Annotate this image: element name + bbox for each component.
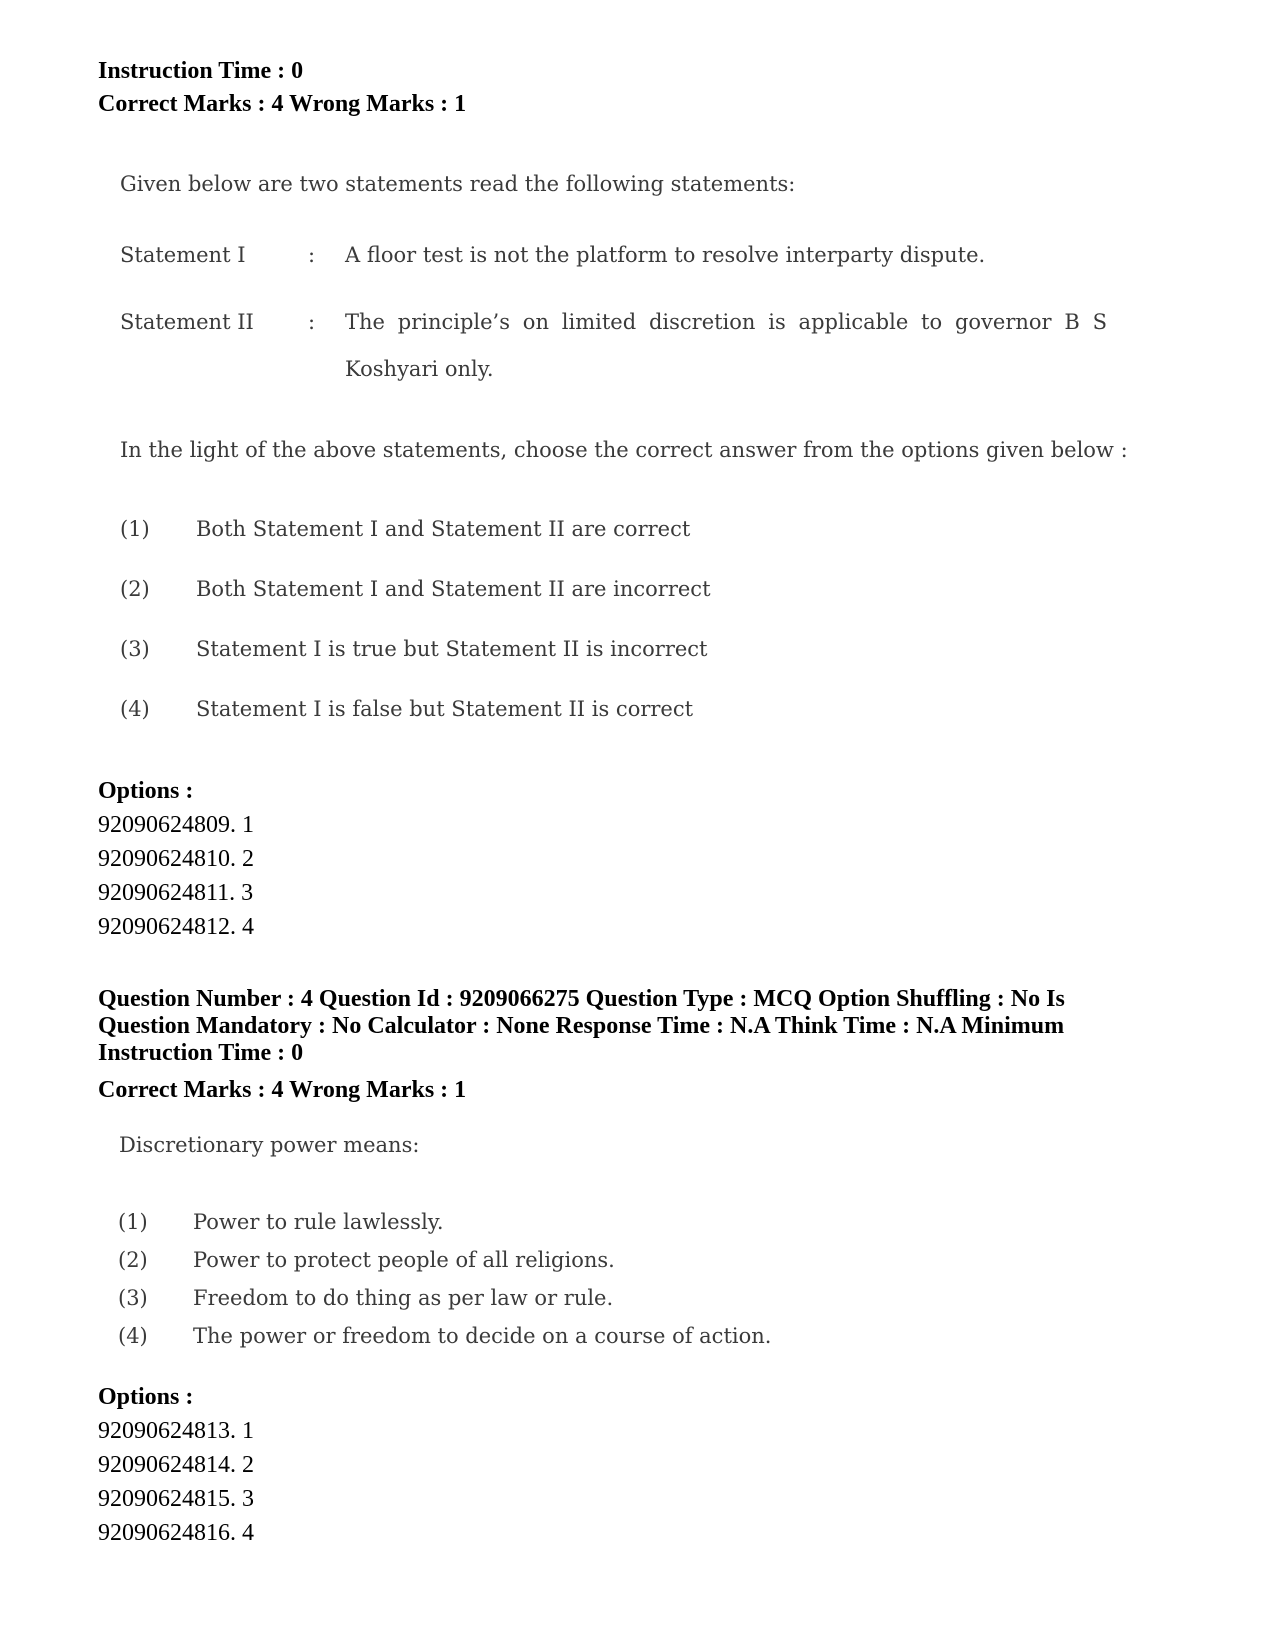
choice-text: Both Statement I and Statement II are incorrect [196, 577, 711, 601]
options-heading: Options : [98, 778, 194, 804]
choice-num: (1) [118, 1210, 148, 1234]
option-item: 92090624809. 1 [98, 812, 254, 838]
marks-line: Correct Marks : 4 Wrong Marks : 1 [98, 1077, 467, 1103]
option-item: 92090624816. 4 [98, 1520, 254, 1546]
choice-num: (3) [120, 637, 150, 661]
statement-2-text: The principle’s on limited discretion is applicable to governor B S [345, 310, 1107, 334]
option-item: 92090624815. 3 [98, 1486, 254, 1512]
choice-text: Power to protect people of all religions. [193, 1248, 615, 1272]
instruction-time: Instruction Time : 0 [98, 58, 304, 84]
choice-num: (2) [118, 1248, 148, 1272]
statement-1-label: Statement I [120, 243, 246, 267]
option-item: 92090624811. 3 [98, 880, 254, 906]
choice-num: (4) [120, 697, 150, 721]
choice-num: (4) [118, 1324, 148, 1348]
option-item: 92090624814. 2 [98, 1452, 254, 1478]
choice-text: Power to rule lawlessly. [193, 1210, 444, 1234]
question-intro: Given below are two statements read the following statements: [120, 172, 796, 196]
choice-num: (3) [118, 1286, 148, 1310]
statement-1-colon: : [308, 243, 316, 267]
choice-text: Both Statement I and Statement II are correct [196, 517, 691, 541]
choice-text: Freedom to do thing as per law or rule. [193, 1286, 614, 1310]
option-item: 92090624813. 1 [98, 1418, 254, 1444]
options-heading: Options : [98, 1384, 194, 1410]
statement-2-colon: : [308, 310, 316, 334]
question-prompt: In the light of the above statements, choose the correct answer from the options given below : [120, 438, 1128, 462]
statement-2-text-cont: Koshyari only. [345, 357, 494, 381]
choice-num: (1) [120, 517, 150, 541]
choice-text: The power or freedom to decide on a course of action. [193, 1324, 772, 1348]
statement-1-text: A floor test is not the platform to resolve interparty dispute. [345, 243, 986, 267]
option-item: 92090624810. 2 [98, 846, 254, 872]
marks-line: Correct Marks : 4 Wrong Marks : 1 [98, 91, 467, 117]
option-item: 92090624812. 4 [98, 914, 254, 940]
statement-2-label: Statement II [120, 310, 254, 334]
question-meta: Question Number : 4 Question Id : 9209066275 Question Type : MCQ Option Shuffling : No Is Question Mandatory : No Calculator : None Response Time : N.A Think Time : N.A Minimum Instruction Time : 0 [98, 986, 1065, 1066]
choice-num: (2) [120, 577, 150, 601]
choice-text: Statement I is false but Statement II is correct [196, 697, 694, 721]
choice-text: Statement I is true but Statement II is incorrect [196, 637, 708, 661]
question-prompt: Discretionary power means: [119, 1133, 420, 1157]
